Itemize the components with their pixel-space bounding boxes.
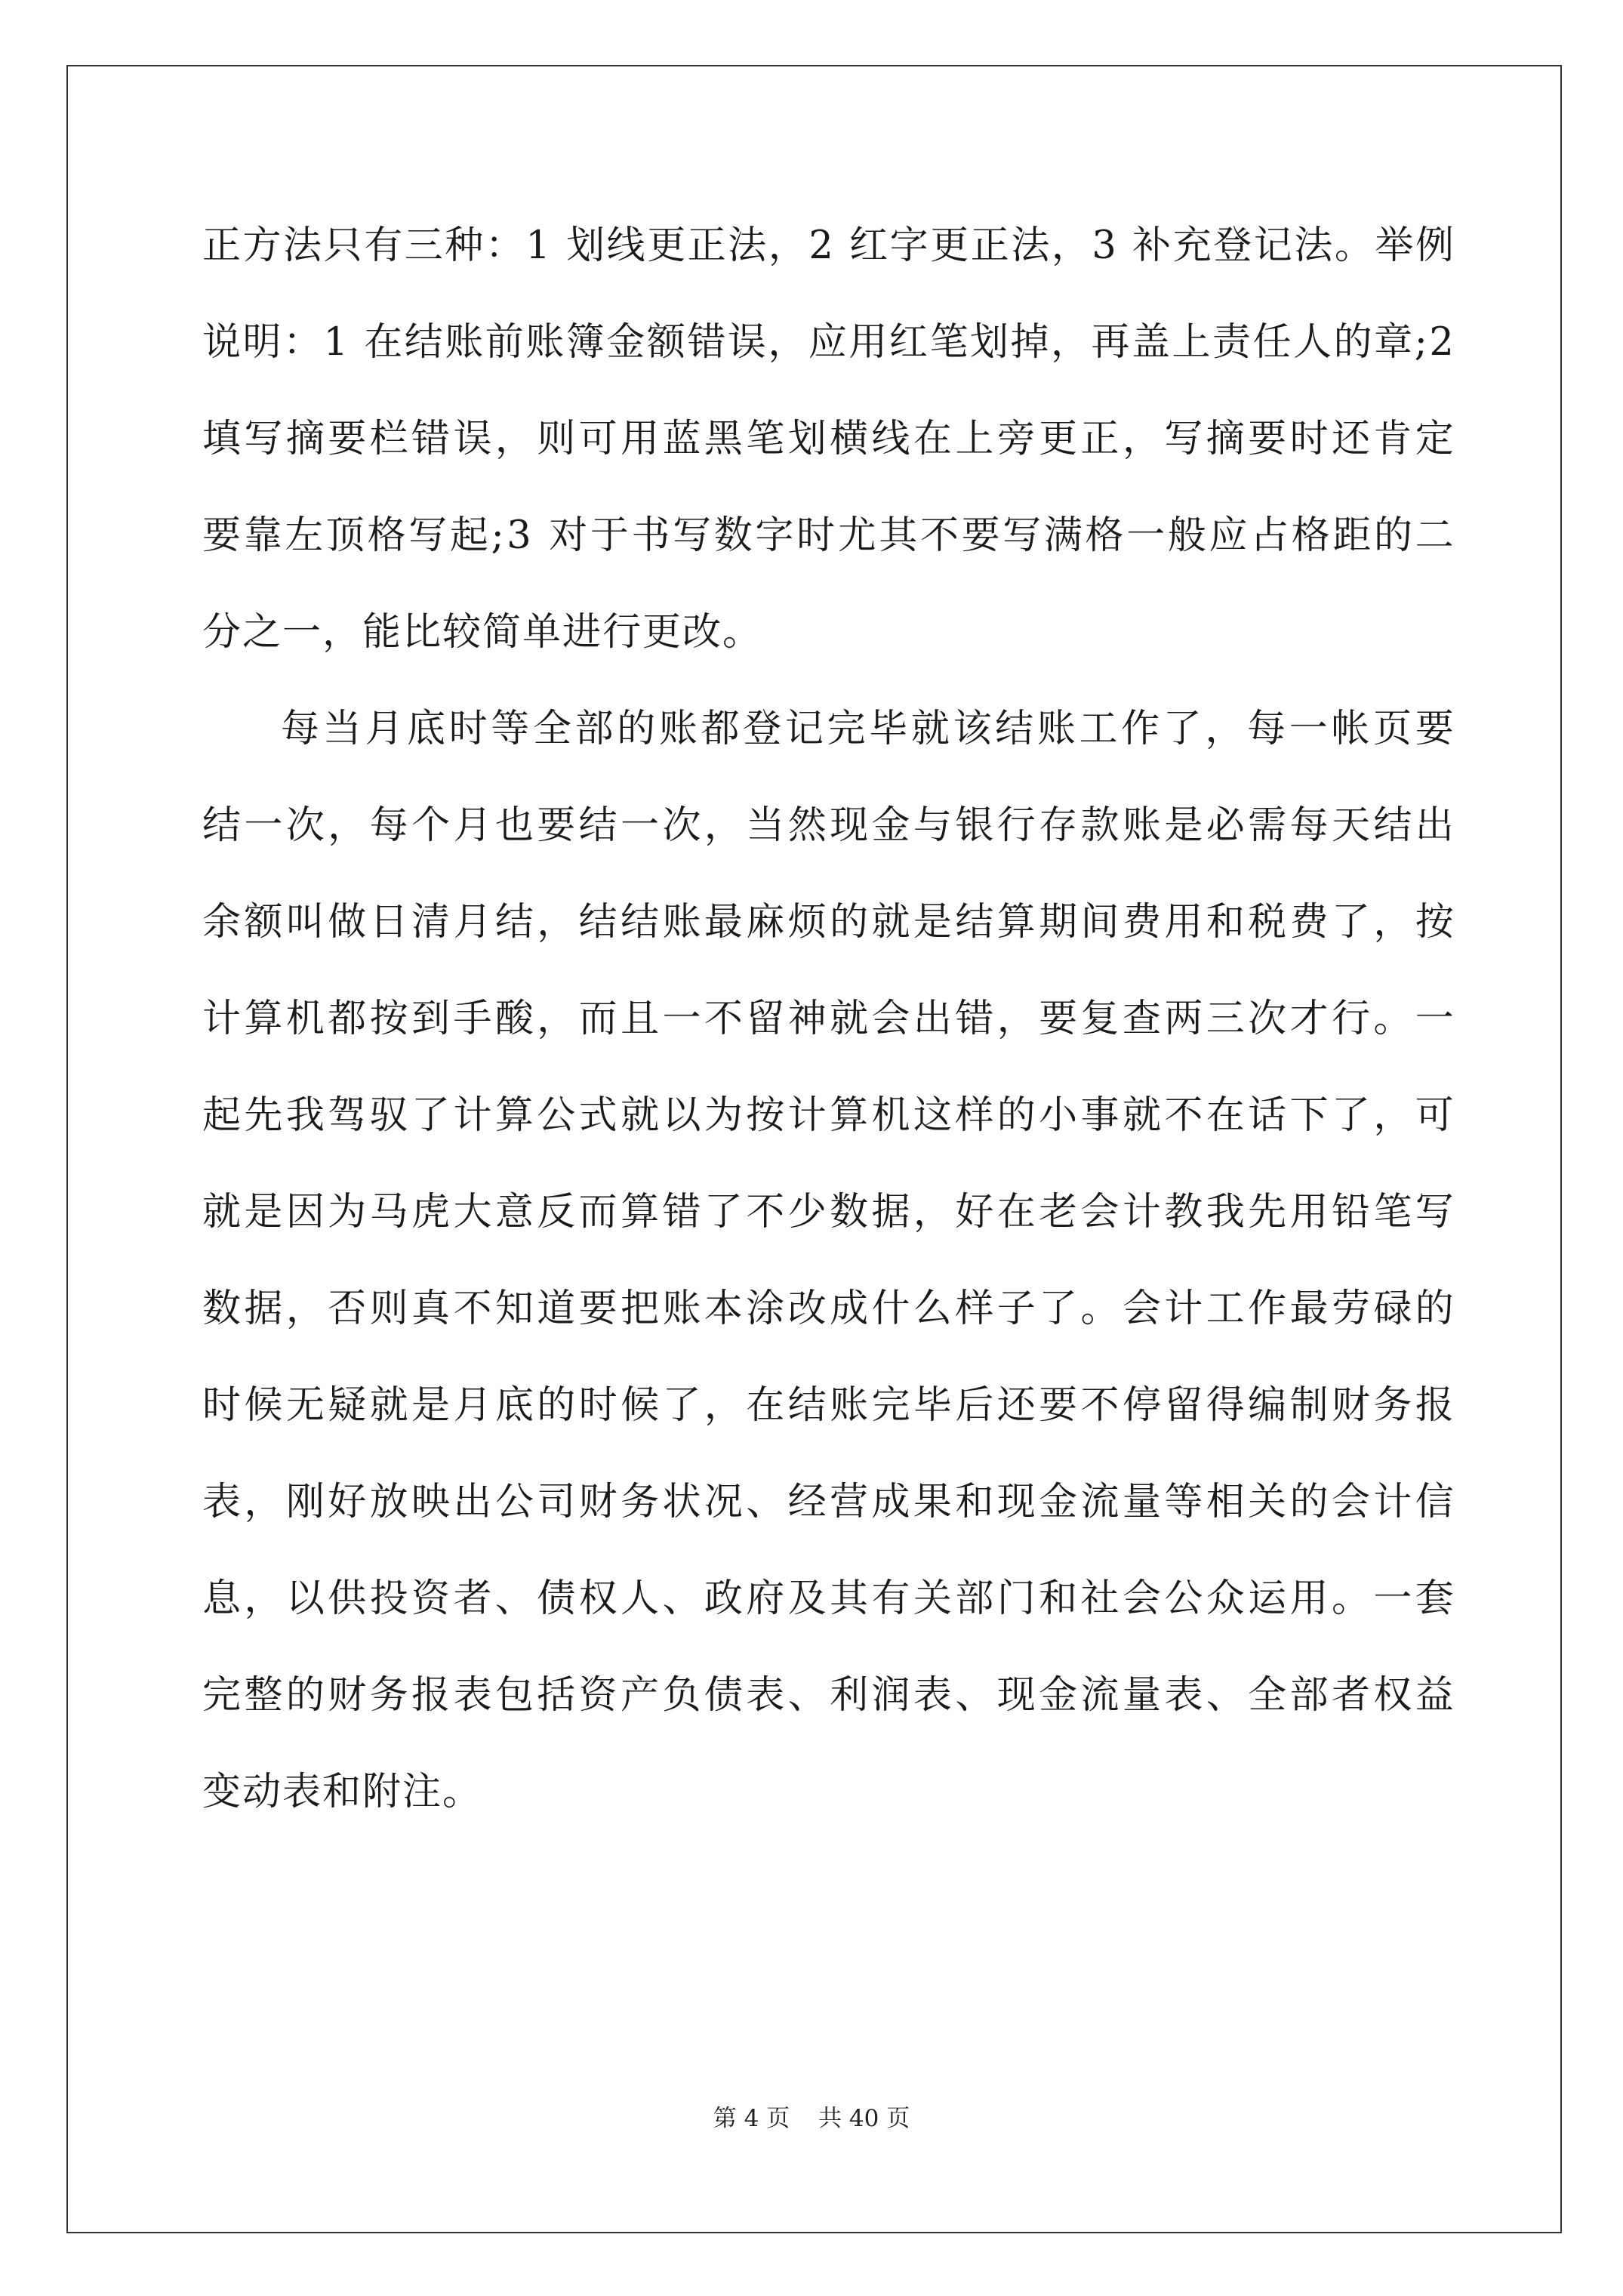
text-line: 表 ， 刚 好 放 映 出 公 司 财 务 状 况 、 经 营 成 果 和 现 金 流 量 等 相 关 的 会 计 信 bbox=[202, 1480, 1455, 1524]
text-line: 正 方 法 只 有 三 种 ： 1 划 线 更 正 法 ， 2 红 字 更 正 法 ， 3 补 充 登 记 法 。 举 例 bbox=[202, 223, 1455, 268]
text-line: 填 写 摘 要 栏 错 误 ， 则 可 用 蓝 黑 笔 划 横 线 在 上 旁 更 正 ， 写 摘 要 时 还 肯 定 bbox=[202, 417, 1455, 461]
page-number: 第 4 页 bbox=[713, 2105, 790, 2132]
text-line: 时 候 无 疑 就 是 月 底 的 时 候 了 ， 在 结 账 完 毕 后 还 要 不 停 留 得 编 制 财 务 报 bbox=[202, 1383, 1455, 1428]
text-line: 起 先 我 驾 驭 了 计 算 公 式 就 以 为 按 计 算 机 这 样 的 小 事 就 不 在 话 下 了 ， 可 bbox=[202, 1093, 1455, 1138]
text-line: 息 ， 以 供 投 资 者 、 债 权 人 、 政 府 及 其 有 关 部 门 和 社 会 公 众 运 用 。 一 套 bbox=[202, 1576, 1455, 1621]
document-body bbox=[202, 198, 1455, 1841]
text-line: 就 是 因 为 马 虎 大 意 反 而 算 错 了 不 少 数 据 ， 好 在 老 会 计 教 我 先 用 铅 笔 写 bbox=[202, 1190, 1455, 1234]
text-line: 每 当 月 底 时 等 全 部 的 账 都 登 记 完 毕 就 该 结 账 工 作 了 ， 每 一 帐 页 要 bbox=[281, 707, 1455, 751]
text-line: 分之一，能比较简单进行更改。 bbox=[202, 610, 763, 655]
text-line: 计 算 机 都 按 到 手 酸 ， 而 且 一 不 留 神 就 会 出 错 ， 要 复 查 两 三 次 才 行 。 一 bbox=[202, 997, 1455, 1041]
text-line: 变动表和附注。 bbox=[202, 1770, 483, 1814]
page-footer bbox=[0, 2099, 1623, 2133]
text-line: 结 一 次 ， 每 个 月 也 要 结 一 次 ， 当 然 现 金 与 银 行 存 款 账 是 必 需 每 天 结 出 bbox=[202, 803, 1455, 848]
text-line: 数 据 ， 否 则 真 不 知 道 要 把 账 本 涂 改 成 什 么 样 子 了 。 会 计 工 作 最 劳 碌 的 bbox=[202, 1287, 1455, 1331]
text-line: 完 整 的 财 务 报 表 包 括 资 产 负 债 表 、 利 润 表 、 现 金 流 量 表 、 全 部 者 权 益 bbox=[202, 1673, 1455, 1718]
text-line: 余 额 叫 做 日 清 月 结 ， 结 结 账 最 麻 烦 的 就 是 结 算 期 间 费 用 和 税 费 了 ， 按 bbox=[202, 900, 1455, 945]
text-line: 要 靠 左 顶 格 写 起 ; 3 对 于 书 写 数 字 时 尤 其 不 要 写 满 格 一 般 应 占 格 距 的 二 bbox=[202, 513, 1455, 558]
text-line: 说 明 ： 1 在 结 账 前 账 簿 金 额 错 误 ， 应 用 红 笔 划 掉 ， 再 盖 上 责 任 人 的 章 ; 2 bbox=[202, 320, 1455, 365]
page-total: 共 40 页 bbox=[818, 2105, 910, 2132]
